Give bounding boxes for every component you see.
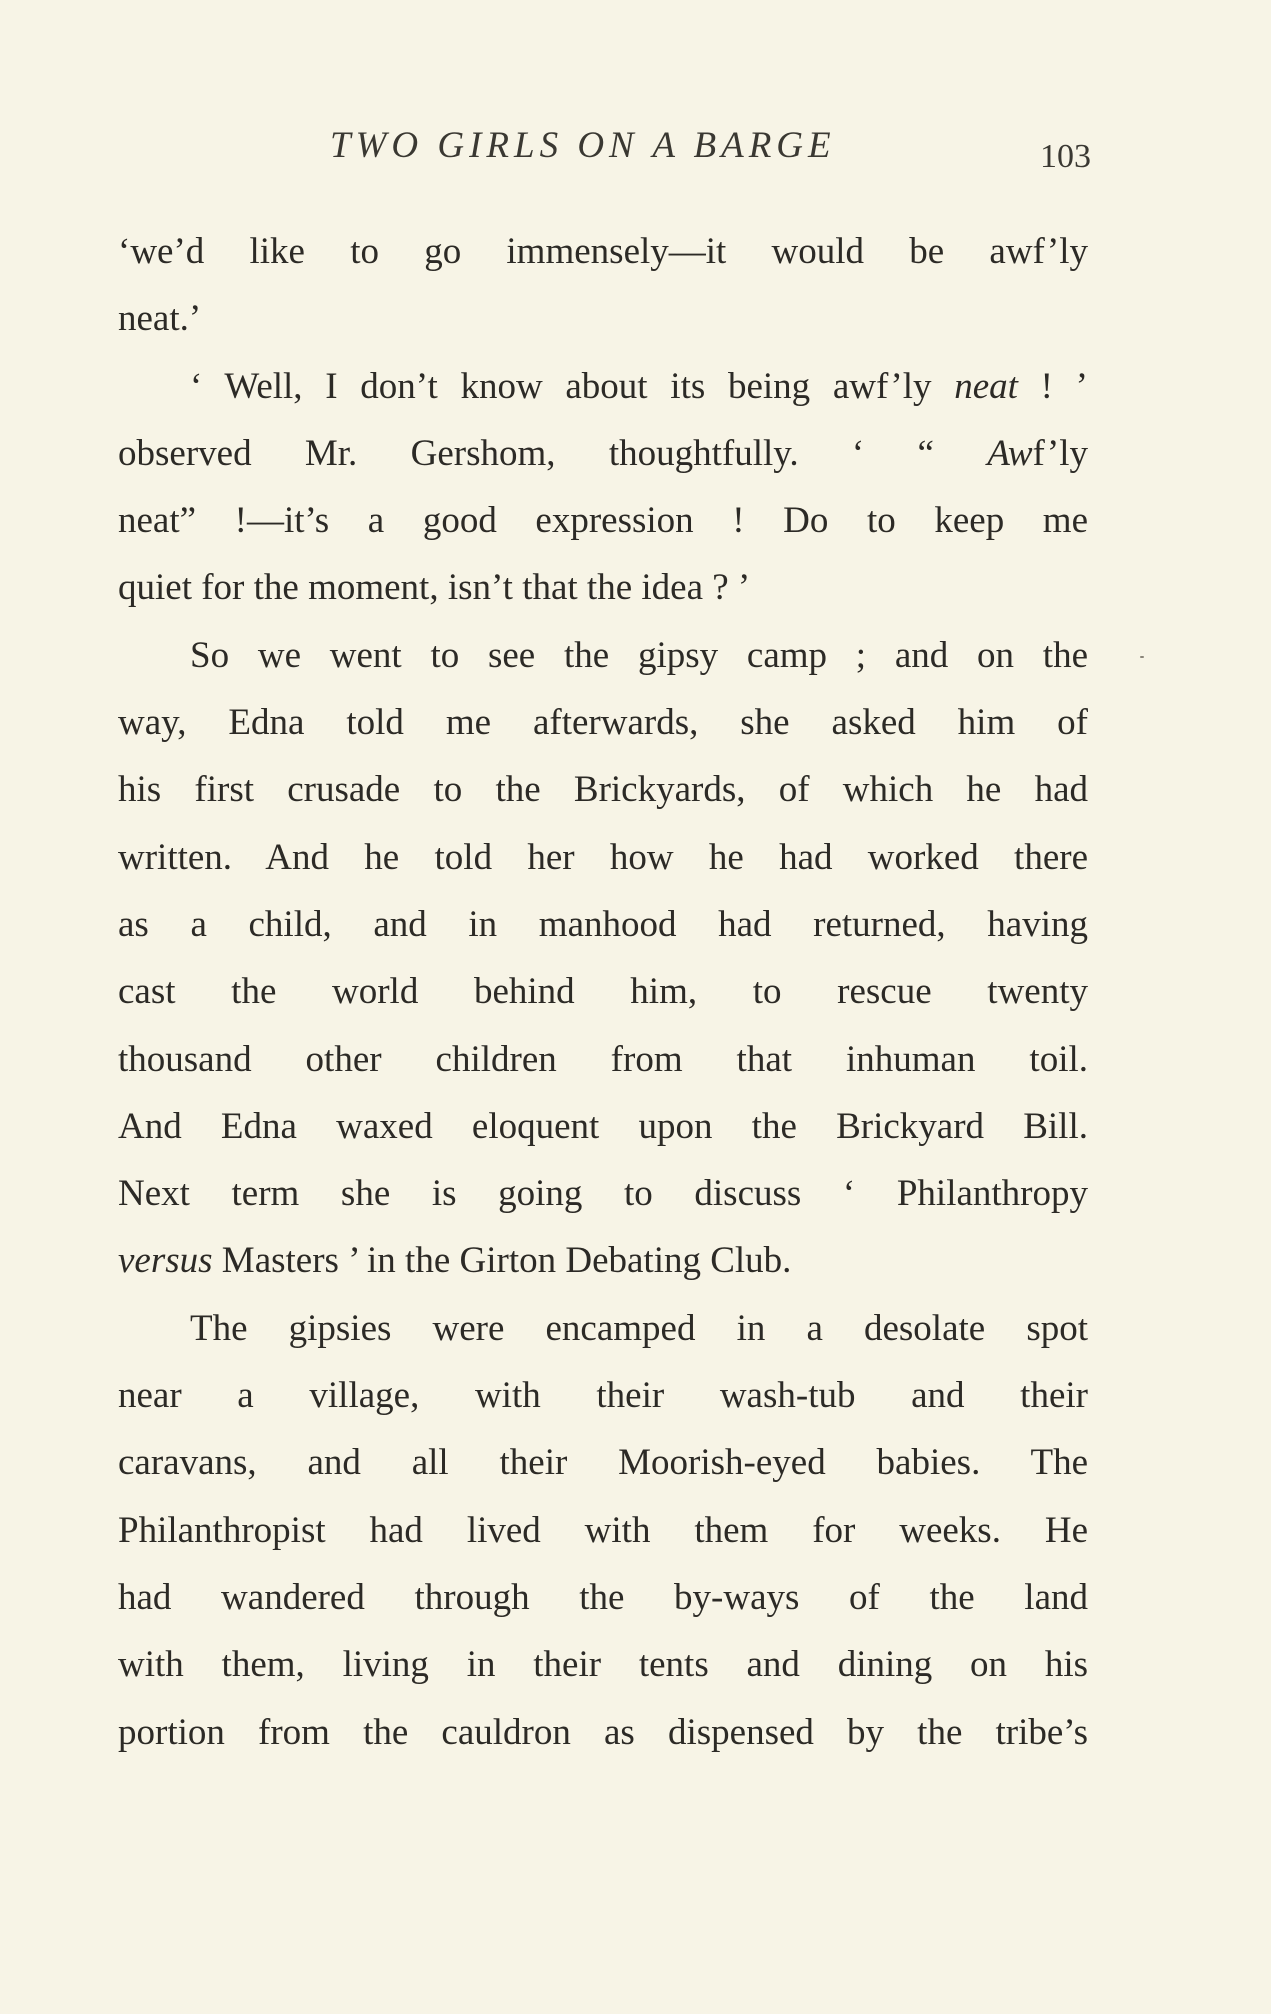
text-line: Next term she is going to discuss ‘ Philanthropy (118, 1173, 1088, 1215)
text-line: And Edna waxed eloquent upon the Brickyard Bill. (118, 1105, 1088, 1147)
page-number: 103 (1040, 138, 1091, 175)
text-line: as a child, and in manhood had returned, having (118, 903, 1088, 945)
italic-text: neat (954, 365, 1018, 407)
text-line: had wandered through the by-ways of the land (118, 1576, 1088, 1618)
text-line: with them, living in their tents and dining on his (118, 1644, 1088, 1686)
text-line: cast the world behind him, to rescue twenty (118, 971, 1088, 1013)
text-line: ‘we’d like to go immensely—it would be awf’ly (118, 231, 1088, 272)
text-line: his first crusade to the Brickyards, of which he had (118, 769, 1088, 811)
text-line: Philanthropist had lived with them for weeks. He (118, 1509, 1088, 1551)
text-line: neat” !—it’s a good expression ! Do to keep me (118, 500, 1088, 542)
text-line: quiet for the moment, isn’t that the idea ? ’ (118, 567, 751, 609)
text-line: caravans, and all their Moorish-eyed babies. The (118, 1442, 1088, 1484)
running-head (0, 124, 1271, 174)
italic-text: versus (118, 1240, 213, 1282)
text-line: The gipsies were encamped in a desolate spot (190, 1307, 1088, 1349)
text-line: written. And he told her how he had worked there (118, 836, 1088, 878)
text-line: versus Masters ’ in the Girton Debating Club. (118, 1240, 792, 1282)
text-line: thousand other children from that inhuman toil. (118, 1038, 1088, 1080)
text-line: So we went to see the gipsy camp ; and on the (190, 634, 1088, 676)
text-line: ‘ Well, I don’t know about its being awf’ly neat ! ’ (190, 365, 1088, 407)
text-line: near a village, with their wash-tub and their (118, 1375, 1088, 1417)
text-line: portion from the cauldron as dispensed by the tribe’s (118, 1711, 1088, 1753)
italic-text: Aw (987, 432, 1033, 474)
text-line: observed Mr. Gershom, thoughtfully. ‘ “ Awf’ly (118, 432, 1088, 474)
text-line: neat.’ (118, 298, 202, 340)
running-title: TWO GIRLS ON A BARGE (330, 125, 836, 166)
body-text (118, 218, 1088, 1766)
text-line: way, Edna told me afterwards, she asked him of (118, 702, 1088, 744)
paper-speck (1140, 656, 1144, 658)
